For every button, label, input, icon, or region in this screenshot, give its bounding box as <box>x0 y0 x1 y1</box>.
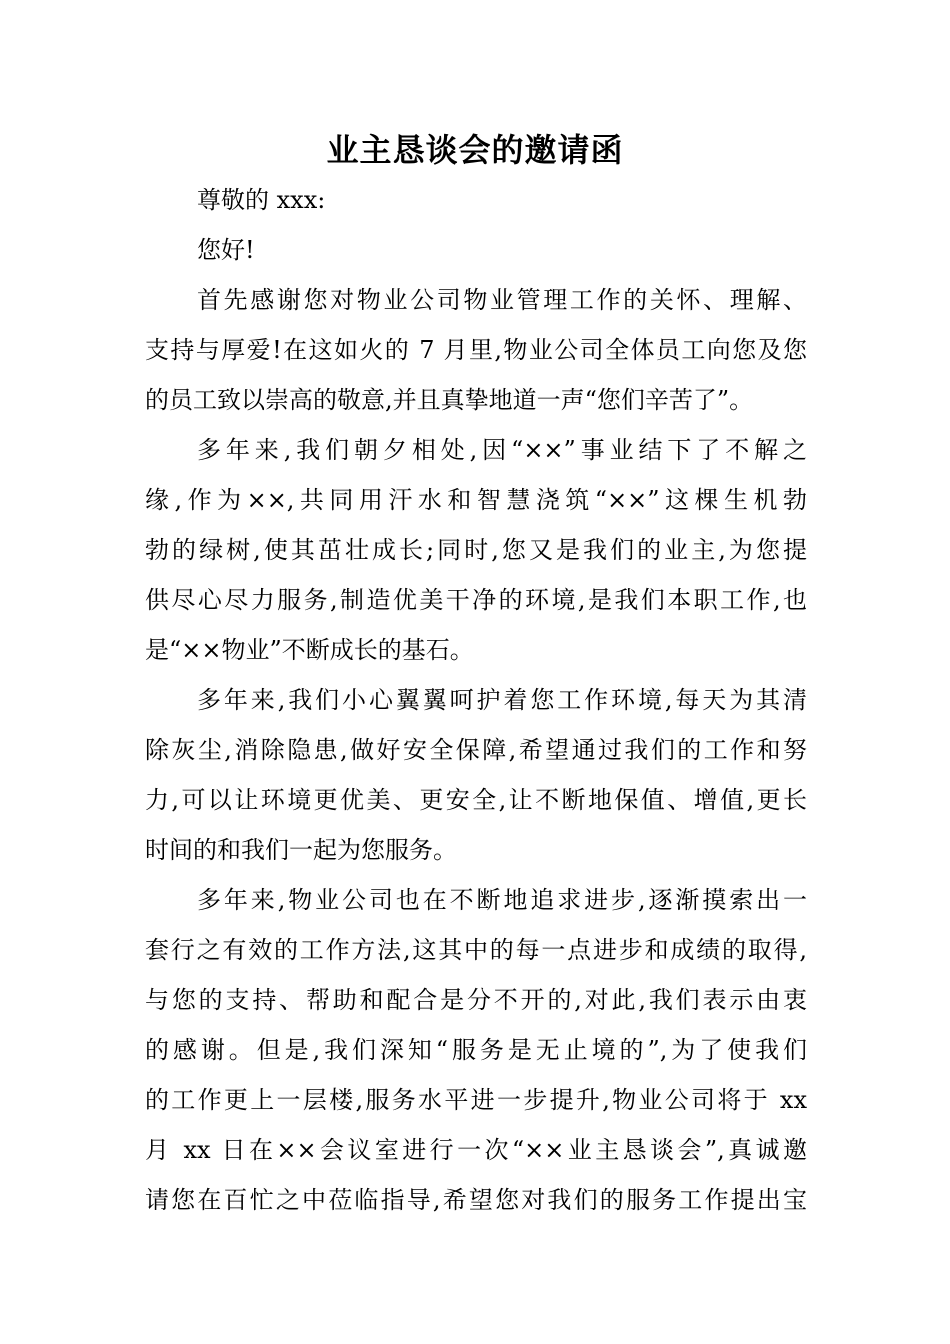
paragraph-1-line-3: 的员工致以崇高的敬意,并且真挚地道一声“您们辛苦了”。 <box>145 386 754 414</box>
paragraph-3-line-2: 除灰尘,消除隐患,做好安全保障,希望通过我们的工作和努 <box>145 736 807 764</box>
paragraph-2-line-4: 供尽心尽力服务,制造优美干净的环境,是我们本职工作,也 <box>145 586 807 614</box>
paragraph-2-line-2: 缘,作为××,共同用汗水和智慧浇筑“××”这棵生机勃 <box>145 486 807 514</box>
paragraph-4-line-6: 月 xx 日在××会议室进行一次“××业主恳谈会”,真诚邀 <box>145 1136 807 1164</box>
paragraph-2-line-5: 是“××物业”不断成长的基石。 <box>145 636 474 664</box>
paragraph-3-line-4: 时间的和我们一起为您服务。 <box>145 836 457 864</box>
paragraph-1-line-1: 首先感谢您对物业公司物业管理工作的关怀、理解、 <box>197 286 807 314</box>
paragraph-4-line-2: 套行之有效的工作方法,这其中的每一点进步和成绩的取得, <box>145 936 807 964</box>
paragraph-1-line-2: 支持与厚爱!在这如火的 7 月里,物业公司全体员工向您及您 <box>145 336 807 364</box>
document-title: 业主恳谈会的邀请函 <box>326 131 624 169</box>
paragraph-3-line-3: 力,可以让环境更优美、更安全,让不断地保值、增值,更长 <box>145 786 807 814</box>
paragraph-2-line-3: 勃的绿树,使其茁壮成长;同时,您又是我们的业主,为您提 <box>145 536 807 564</box>
paragraph-3-line-1: 多年来,我们小心翼翼呵护着您工作环境,每天为其清 <box>197 686 807 714</box>
paragraph-4-line-3: 与您的支持、帮助和配合是分不开的,对此,我们表示由衷 <box>145 986 807 1014</box>
paragraph-4-line-5: 的工作更上一层楼,服务水平进一步提升,物业公司将于 xx <box>145 1086 807 1114</box>
paragraph-4-line-1: 多年来,物业公司也在不断地追求进步,逐渐摸索出一 <box>197 886 807 914</box>
paragraph-2-line-1: 多年来,我们朝夕相处,因“××”事业结下了不解之 <box>197 436 807 464</box>
greeting: 您好! <box>197 236 255 264</box>
salutation: 尊敬的 xxx: <box>197 186 326 214</box>
paragraph-4-line-4: 的感谢。但是,我们深知“服务是无止境的”,为了使我们 <box>145 1036 807 1064</box>
paragraph-4-line-7: 请您在百忙之中莅临指导,希望您对我们的服务工作提出宝 <box>145 1186 807 1214</box>
